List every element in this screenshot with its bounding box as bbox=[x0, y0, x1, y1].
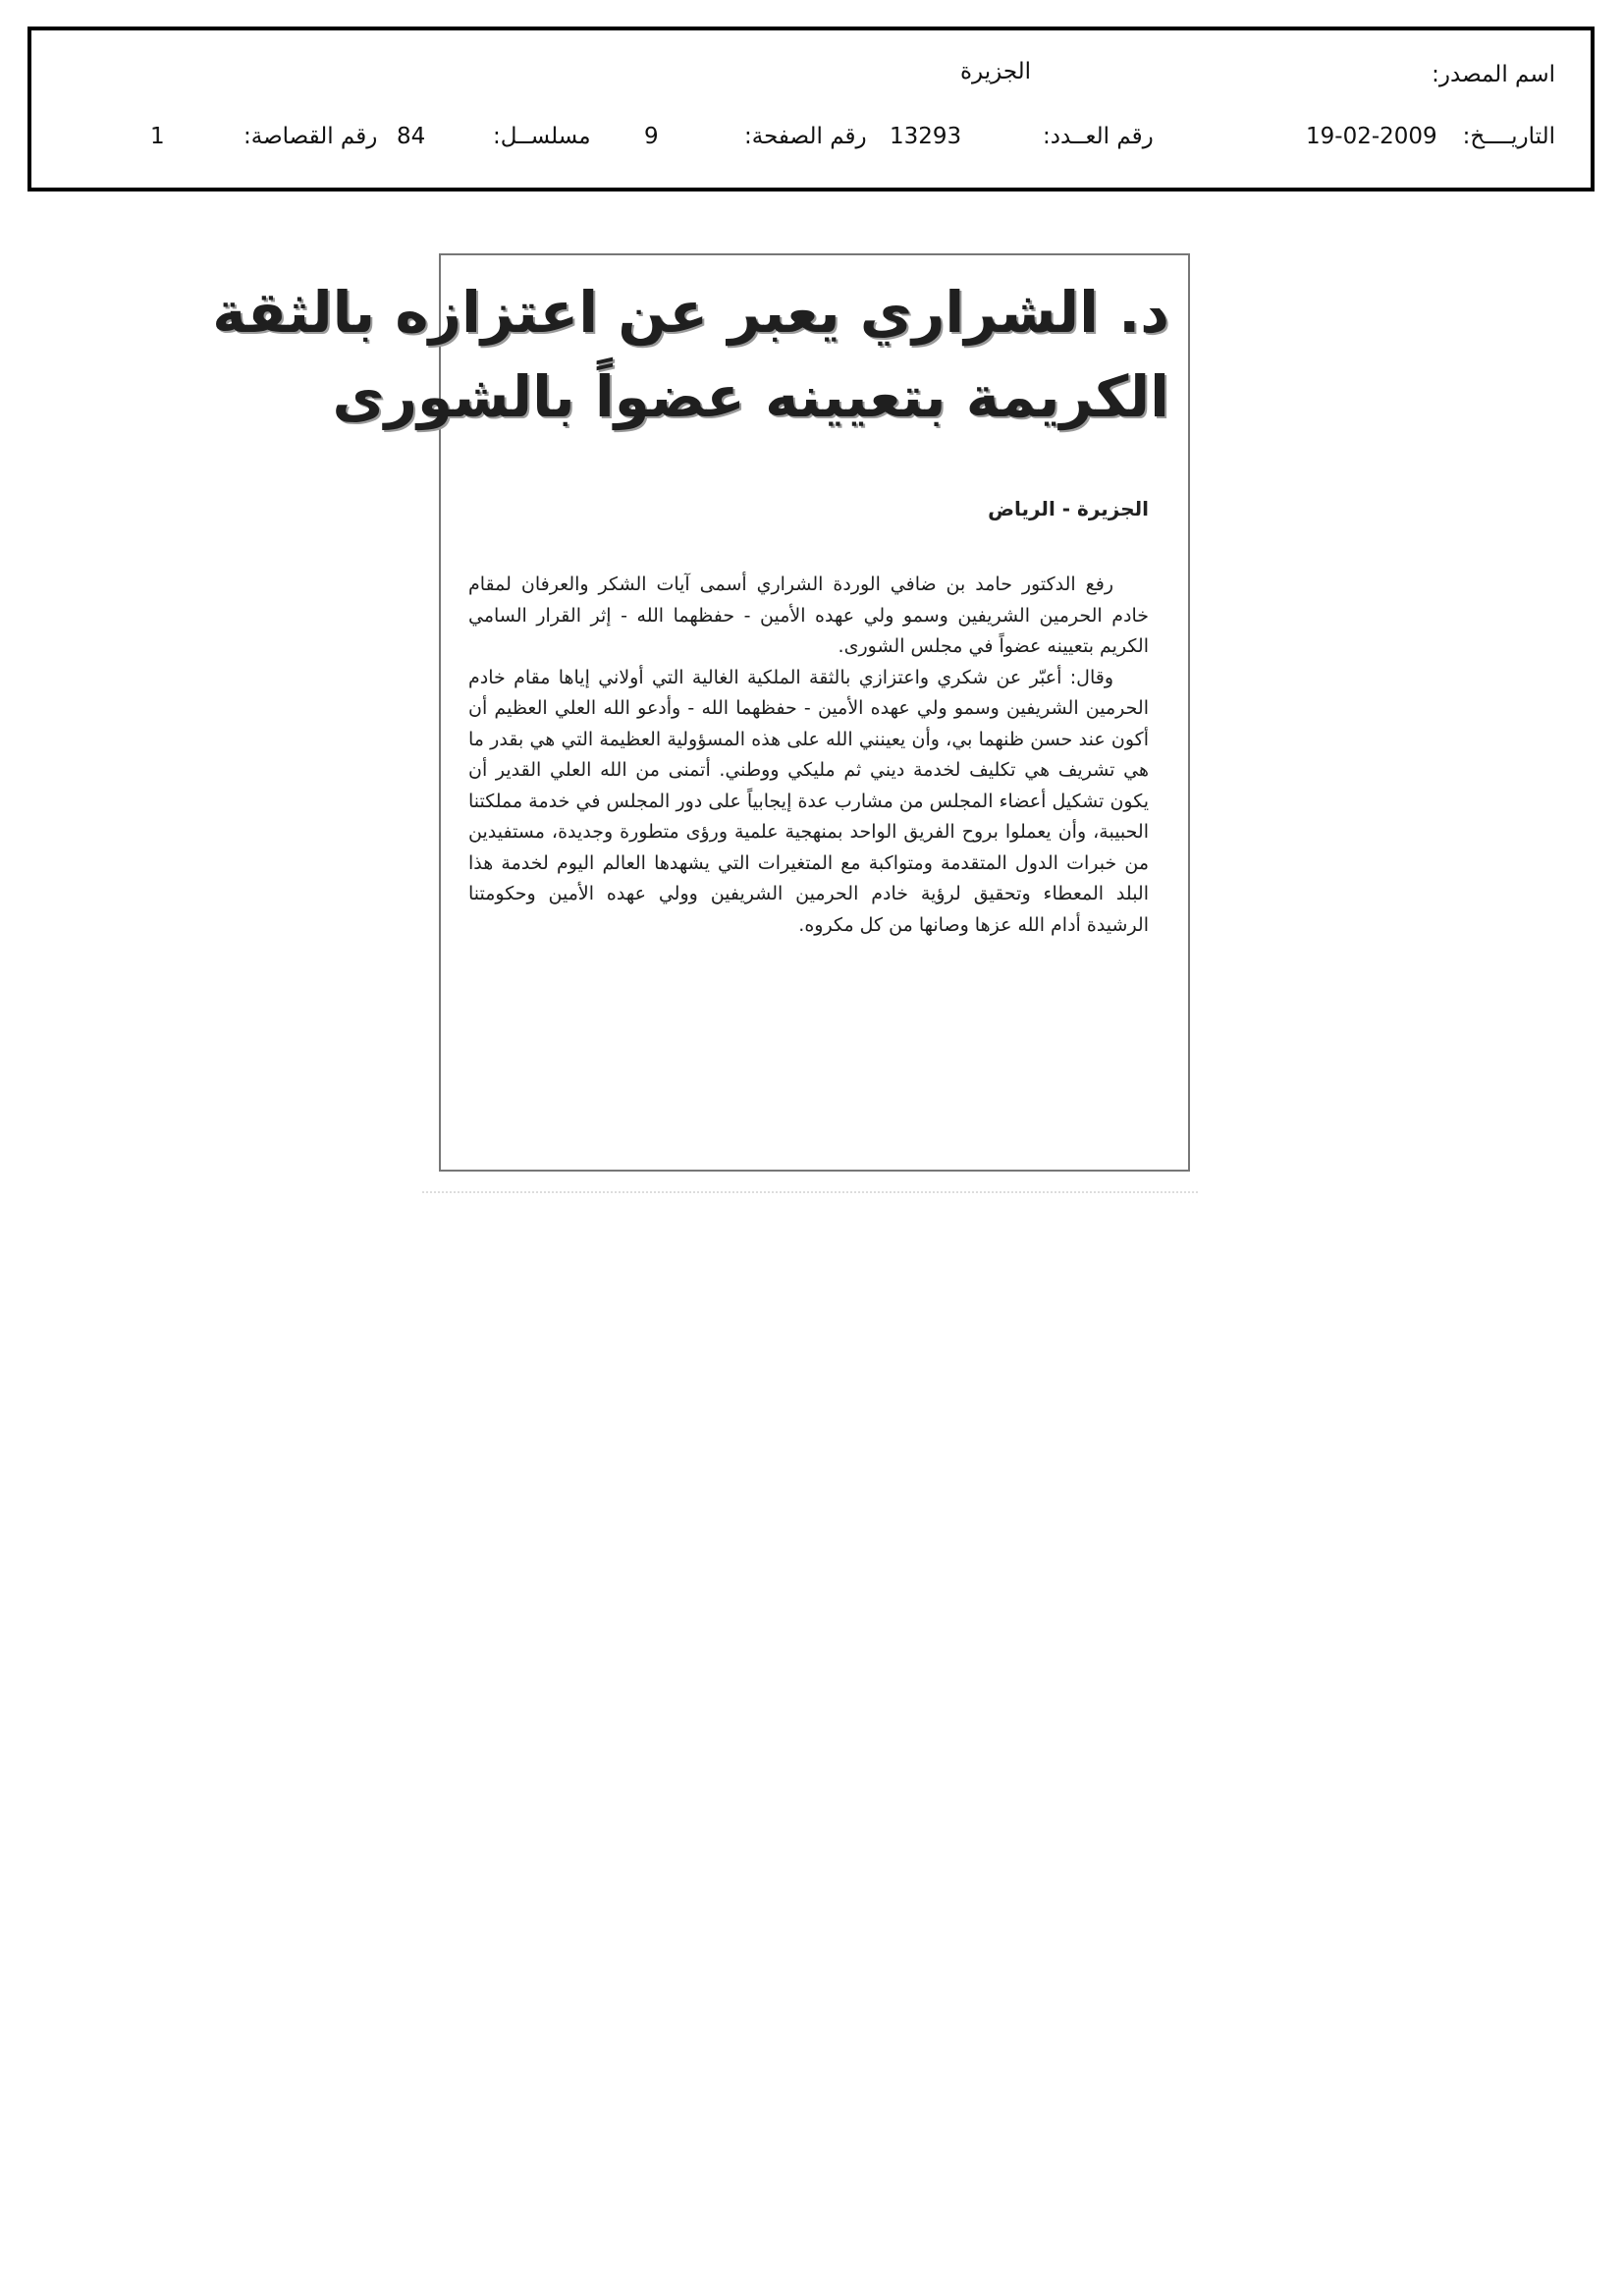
issue-label: رقم العــدد: bbox=[1043, 124, 1154, 149]
headline-line-2: الكريمة بتعيينه عضواً بالشورى bbox=[332, 363, 1169, 430]
byline: الجزيرة - الرياض bbox=[988, 497, 1149, 520]
article-paragraph: وقال: أعبّر عن شكري واعتزازي بالثقة الملكية الغالية التي أولاني إياها مقام خادم الحرمين الشريفين وسمو ولي عهده الأمين - حفظهما الله - وأدعو الله العلي العظيم أن أكون عند حسن ظنهما بي، وأن يعينني الله على هذه المسؤولية العظيمة التي هي بقدر ما هي تشريف هي تكليف لخدمة ديني ثم مليكي ووطني. أتمنى من الله العلي القدير أن يكون تشكيل أعضاء المجلس من مشارب عدة إيجابياً على دور المجلس في خدمة مملكتنا الحبيبة، وأن يعملوا بروح الفريق الواحد بمنهجية علمية ورؤى متطورة وجديدة، مستفيدين من خبرات الدول المتقدمة ومتواكبة مع المتغيرات التي يشهدها العالم اليوم لخدمة هذا البلد المعطاء وتحقيق لرؤية خادم الحرمين الشريفين وولي عهده الأمين وحكومتنا الرشيدة أدام الله عزها وصانها من كل مكروه. bbox=[468, 666, 1149, 936]
date-value: 19-02-2009 bbox=[1306, 124, 1437, 149]
article-body bbox=[468, 570, 1149, 941]
page-label: رقم الصفحة: bbox=[744, 124, 867, 149]
serial-value: 84 bbox=[397, 124, 426, 149]
date-label: التاريــــخ: bbox=[1462, 124, 1555, 149]
clipping-value: 1 bbox=[150, 124, 165, 149]
clipping-label: رقم القصاصة: bbox=[243, 124, 378, 149]
page-value: 9 bbox=[644, 124, 659, 149]
article-paragraph: رفع الدكتور حامد بن ضافي الوردة الشراري أسمى آيات الشكر والعرفان لمقام خادم الحرمين الشريفين وسمو ولي عهده الأمين - حفظهما الله - إثر القرار السامي الكريم بتعيينه عضواً في مجلس الشورى. bbox=[468, 574, 1149, 657]
issue-value: 13293 bbox=[890, 124, 962, 149]
serial-label: مسلســل: bbox=[493, 124, 591, 149]
source-value: الجزيرة bbox=[960, 59, 1032, 84]
headline-line-1: د. الشراري يعبر عن اعتزازه بالثقة bbox=[212, 279, 1169, 346]
newspaper-clipping bbox=[212, 253, 1190, 1172]
document-info-box bbox=[27, 27, 1595, 191]
scan-edge-artifact bbox=[422, 1191, 1198, 1193]
source-label: اسم المصدر: bbox=[1432, 62, 1555, 87]
